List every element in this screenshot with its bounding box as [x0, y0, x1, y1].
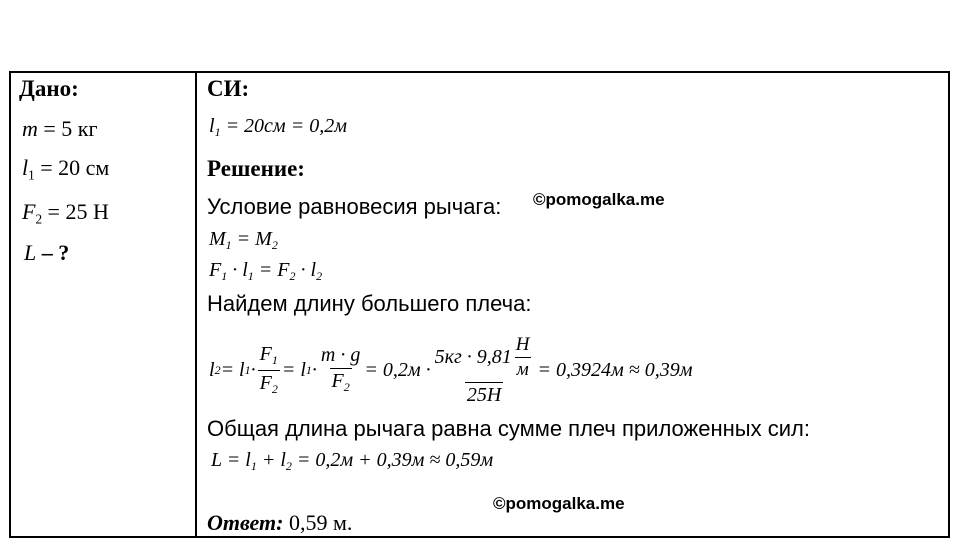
fe-sub-a: 1 [221, 269, 228, 284]
mf-eq-02: = 0,2м · [364, 358, 431, 381]
si-title: СИ: [207, 76, 250, 101]
moment-m1: M [209, 228, 226, 250]
mass-value: = 5 кг [37, 116, 98, 141]
given-arm-l1 [22, 155, 109, 184]
moment-equation [209, 228, 278, 253]
given-mass [22, 116, 98, 142]
watermark-bottom: ©pomogalka.me [493, 494, 625, 513]
mf-dot-1: · [250, 358, 256, 381]
te-result: = 0,2м + 0,39м ≈ 0,59м [291, 449, 494, 471]
total-length-text: Общая длина рычага равна сумме плеч приложенных сил: [207, 416, 810, 441]
l1-symbol: l [22, 155, 29, 180]
mf-l2: l [209, 358, 215, 381]
find-arm-text: Найдем длину большего плеча: [207, 291, 532, 316]
given-unknown-L [24, 240, 69, 266]
given-title: Дано: [19, 76, 79, 101]
mass-symbol: m [22, 116, 38, 141]
frac-mg: m · g [320, 344, 361, 367]
mf-result: = 0,3924м ≈ 0,39м [537, 358, 693, 381]
si-l-symbol: l [209, 115, 215, 137]
l1-value: = 20 см [34, 155, 110, 180]
mf-l1-sub-b: 1 [305, 362, 312, 377]
te-l2: + l [256, 449, 286, 471]
unknown-mark: – ? [36, 240, 70, 265]
f2-symbol: F [22, 199, 36, 224]
answer-label: Ответ: [207, 510, 284, 535]
frac-F2-b: F [331, 370, 344, 393]
te-sub-1: 1 [250, 459, 257, 474]
moment-m2: = M [231, 228, 272, 250]
moment-sub-1: 1 [225, 238, 232, 253]
given-force-f2 [22, 199, 109, 228]
unit-m: м [516, 358, 529, 380]
solution-title: Решение: [207, 156, 305, 181]
te-sub-2: 2 [285, 459, 292, 474]
frac-F2: F [259, 371, 272, 394]
l1-subscript: 1 [28, 167, 35, 183]
unit-H: H [515, 333, 530, 355]
mf-eq-l1: = l [220, 358, 245, 381]
mf-eq-l1-b: = l [281, 358, 306, 381]
moment-sub-2: 2 [271, 238, 278, 253]
column-divider [195, 71, 197, 538]
total-length-equation [211, 449, 493, 474]
answer-value: 0,59 м. [283, 510, 353, 535]
mf-dot-2: · [311, 358, 317, 381]
si-conversion [209, 115, 347, 140]
equilibrium-condition-text: Условие равновесия рычага: [207, 194, 502, 219]
si-conversion-value: = 20см = 0,2м [220, 115, 347, 137]
te-l1: = l [221, 449, 251, 471]
frac-numeric-numerator: 5кг · 9,81 [434, 345, 512, 368]
te-L: L [211, 449, 222, 471]
L-symbol: L [24, 240, 37, 265]
unit-H-per-m [514, 334, 532, 381]
f2-subscript: 2 [35, 211, 43, 227]
force-equation [209, 259, 322, 284]
fe-sub-c: 2 [289, 269, 296, 284]
fraction-mg-F2: $\frac{m \cdot g}{F_2}$ [320, 344, 361, 395]
watermark-top: ©pomogalka.me [533, 190, 665, 209]
frac-numeric-denominator: 25H [466, 383, 502, 406]
fe-F1: F [209, 259, 222, 281]
fe-l2: · l [295, 259, 317, 281]
fraction-F1-F2: $\frac{F_1}{F_2}$ [259, 343, 278, 396]
mf-l2-sub: 2 [214, 362, 221, 377]
si-l-subscript: 1 [214, 125, 221, 140]
main-formula [209, 325, 693, 415]
fe-F2: = F [253, 259, 290, 281]
answer-line [207, 510, 352, 536]
fe-l1: · l [227, 259, 248, 281]
f2-value: = 25 Н [42, 199, 109, 224]
frac-F1: F [259, 343, 272, 366]
fraction-numeric [433, 334, 536, 407]
fe-sub-b: 1 [247, 269, 254, 284]
fe-sub-d: 2 [316, 269, 323, 284]
mf-l1-sub: 1 [244, 362, 251, 377]
